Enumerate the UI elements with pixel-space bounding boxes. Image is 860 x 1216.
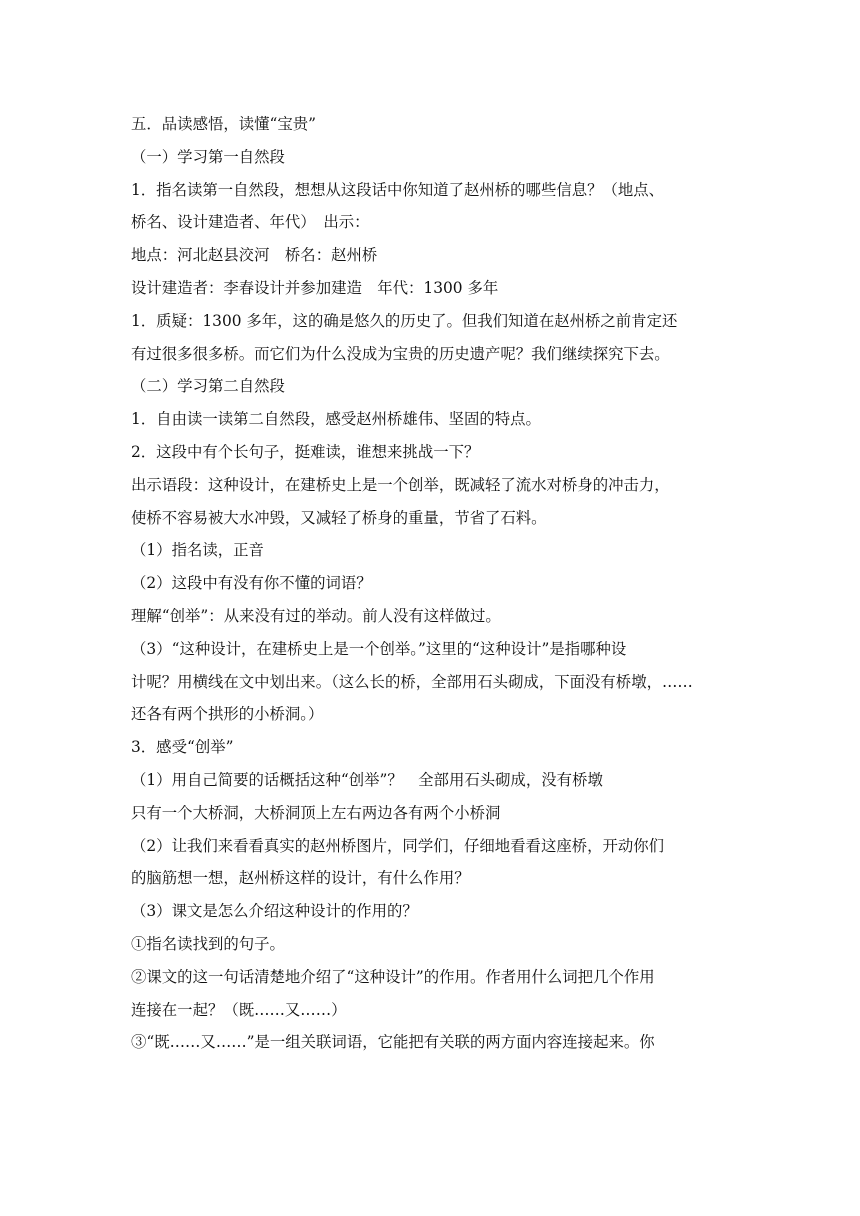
paragraph-line: 理解“创举”：从来没有过的举动。前人没有这样做过。 xyxy=(131,606,501,625)
paragraph-line: 1．质疑：1300 多年，这的确是悠久的历史了。但我们知道在赵州桥之前肯定还 xyxy=(131,311,678,330)
document-body xyxy=(131,108,741,1059)
paragraph-line: 桥名、设计建造者、年代） 出示： xyxy=(131,213,370,232)
section-heading: 五．品读感悟，读懂“宝贵” xyxy=(131,115,317,133)
paragraph-line: 计呢？用横线在文中划出来。（这么长的桥，全部用石头砌成，下面没有桥墩，…… xyxy=(131,672,693,691)
subsection-heading: （一）学习第一自然段 xyxy=(131,147,285,166)
paragraph-line: 的脑筋想一想，赵州桥这样的设计，有什么作用？ xyxy=(131,869,470,888)
paragraph-line: 地点：河北赵县洨河 桥名：赵州桥 xyxy=(131,246,378,265)
paragraph-line: ②课文的这一句话清楚地介绍了“这种设计”的作用。作者用什么词把几个作用 xyxy=(131,967,655,986)
paragraph-line: 连接在一起？（既……又……） xyxy=(131,1000,347,1019)
paragraph-line: （1）用自己简要的话概括这种“创举”？ 全部用石头砌成，没有桥墩 xyxy=(131,770,603,789)
paragraph-line: （2）让我们来看看真实的赵州桥图片，同学们，仔细地看看这座桥，开动你们 xyxy=(131,836,665,855)
paragraph-line: 有过很多很多桥。而它们为什么没成为宝贵的历史遗产呢？我们继续探究下去。 xyxy=(131,344,670,363)
paragraph-line: 出示语段：这种设计，在建桥史上是一个创举，既减轻了流水对桥身的冲击力， xyxy=(131,475,670,494)
paragraph-line: 设计建造者：李春设计并参加建造 年代：1300 多年 xyxy=(131,278,499,297)
paragraph-line: 3．感受“创举” xyxy=(131,738,234,757)
paragraph-line: 1．指名读第一自然段，想想从这段话中你知道了赵州桥的哪些信息？（地点、 xyxy=(131,180,665,199)
paragraph-line: 2．这段中有个长句子，挺难读，谁想来挑战一下？ xyxy=(131,442,480,461)
paragraph-line: （2）这段中有没有你不懂的词语？ xyxy=(131,574,372,593)
subsection-heading: （二）学习第二自然段 xyxy=(131,377,285,396)
paragraph-line: ③“既……又……”是一组关联词语，它能把有关联的两方面内容连接起来。你 xyxy=(131,1033,655,1052)
paragraph-line: 只有一个大桥洞，大桥洞顶上左右两边各有两个小桥洞 xyxy=(131,803,501,822)
paragraph-line: ①指名读找到的句子。 xyxy=(131,934,285,953)
paragraph-line: 还各有两个拱形的小桥洞。） xyxy=(131,705,324,724)
paragraph-line: 1．自由读一读第二自然段，感受赵州桥雄伟、坚固的特点。 xyxy=(131,410,541,429)
paragraph-line: （3）“这种设计，在建桥史上是一个创举。”这里的“这种设计”是指哪种设 xyxy=(131,639,627,658)
paragraph-line: （3）课文是怎么介绍这种设计的作用的？ xyxy=(131,902,418,921)
paragraph-line: （1）指名读，正音 xyxy=(131,541,264,560)
paragraph-line: 使桥不容易被大水冲毁，又减轻了桥身的重量，节省了石料。 xyxy=(131,508,547,527)
